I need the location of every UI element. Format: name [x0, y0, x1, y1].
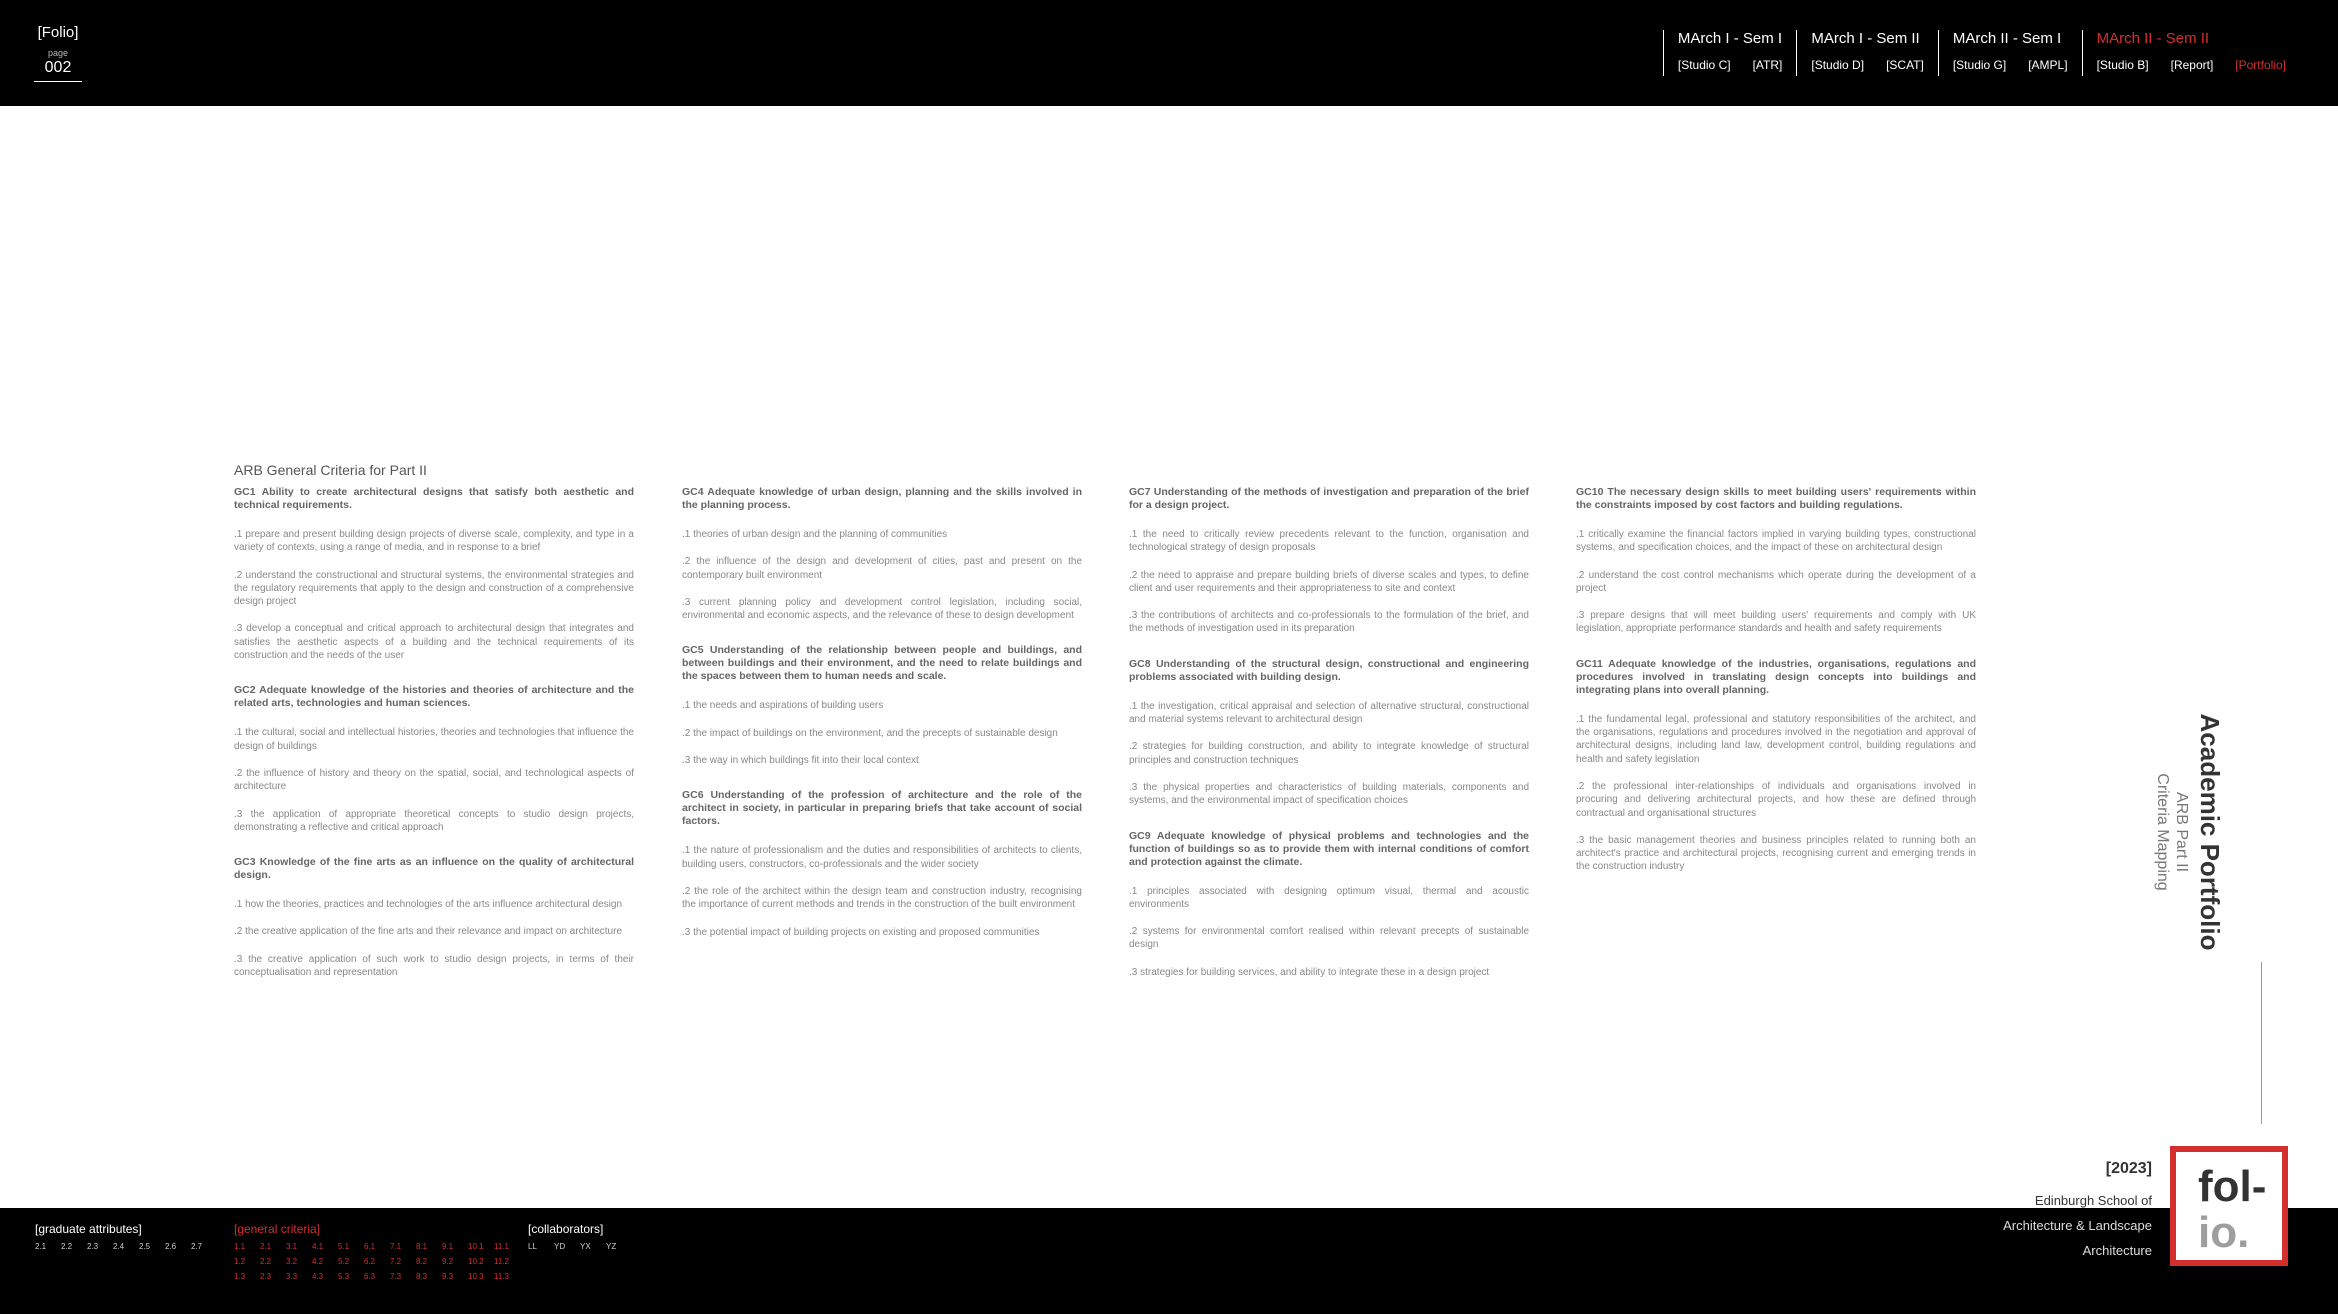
legend-item[interactable]: 7.3: [390, 1272, 402, 1281]
criterion-heading: GC11 Adequate knowledge of the industries, organisations, regulations and procedures involved in translating design concepts into buildings and integrating plans into overall planning.: [1576, 657, 1976, 696]
criterion-item: .3 develop a conceptual and critical approach to architectural design that integrates and satisfies the aesthetic aspects of a building and the technical requirements of its construction and the needs of the user: [234, 623, 634, 662]
legend-item[interactable]: 10.2: [468, 1257, 484, 1266]
nav-group-march2-sem2: [2082, 30, 2300, 76]
nav-link-report[interactable]: [Report]: [2170, 58, 2214, 72]
criterion-item: .3 the creative application of such work to studio design projects, in terms of their conceptualisation and representation: [234, 953, 634, 979]
criterion-heading: GC7 Understanding of the methods of investigation and preparation of the brief for a design project.: [1129, 486, 1529, 511]
nav-group-title[interactable]: MArch II - Sem I: [1952, 30, 2062, 47]
criterion-item: .2 strategies for building construction, and ability to integrate knowledge of structural principles and construction techniques: [1129, 741, 1529, 766]
side-title-block: [2154, 713, 2225, 951]
nav-group-march1-sem2: [1796, 30, 1937, 76]
graduate-attributes-title: [graduate attributes]: [35, 1222, 142, 1236]
criterion-item: .1 the need to critically review precedents relevant to the function, organisation and technological strategy of design proposals: [1129, 529, 1529, 554]
criterion-item: .1 critically examine the financial factors implied in varying building types, constructional systems, and specification choices, and the impact of these on architectural design: [1576, 529, 1976, 554]
page-number: 002: [34, 59, 82, 82]
criterion-item: .1 the fundamental legal, professional and statutory responsibilities of the architect, and the organisations, regulations and procedures involved in the negotiation and approval of architectural designs, including land law, development control, building regulations and health and safety legislation: [1576, 713, 1976, 765]
criterion-gc1: [234, 486, 634, 662]
criterion-item: .2 understand the cost control mechanisms which operate during the development of a project: [1576, 569, 1976, 594]
nav-link-studio-c[interactable]: [Studio C]: [1677, 58, 1731, 72]
legend-item[interactable]: 10.3: [468, 1272, 484, 1281]
logo-text-top: fol-: [2198, 1162, 2267, 1211]
legend-item[interactable]: 4.3: [312, 1272, 324, 1281]
nav-group-title[interactable]: MArch I - Sem II: [1811, 30, 1920, 47]
legend-item[interactable]: 10.1: [468, 1242, 484, 1251]
school-line-2: Architecture & Landscape: [2003, 1218, 2152, 1233]
collaborators-legend: [528, 1222, 632, 1257]
logo-text-bottom: io.: [2198, 1208, 2250, 1257]
nav-group-march1-sem1: [1663, 30, 1796, 76]
criterion-item: .2 the professional inter-relationships of individuals and organisations involved in procuring and delivering architectural projects, and how these are defined through contractual and organisational structures: [1576, 780, 1976, 819]
collaborator-initials: YZ: [606, 1242, 617, 1251]
legend-item[interactable]: 2.1: [35, 1242, 47, 1251]
criterion-item: .1 prepare and present building design projects of diverse scale, complexity, and type in a variety of contexts, using a range of media, and in response to a brief: [234, 529, 634, 554]
criterion-gc6: [682, 789, 1082, 938]
criterion-gc9: [1129, 830, 1529, 979]
legend-item[interactable]: 2.2: [61, 1242, 73, 1251]
criterion-item: .3 the basic management theories and business principles related to running both an architect's practice and architectural projects, recognising current and emerging trends in the construction industry: [1576, 834, 1976, 873]
legend-item[interactable]: 2.4: [113, 1242, 125, 1251]
criterion-item: .3 the physical properties and characteristics of building materials, components and systems, and the environmental impact of specification choices: [1129, 781, 1529, 807]
criterion-heading: GC10 The necessary design skills to meet building users' requirements within the constraints imposed by cost factors and building regulations.: [1576, 486, 1976, 511]
legend-item[interactable]: 7.1: [390, 1242, 402, 1251]
legend-item[interactable]: 8.2: [416, 1257, 428, 1266]
nav-link-atr[interactable]: [ATR]: [1752, 58, 1783, 72]
collaborators-title: [collaborators]: [528, 1222, 604, 1236]
criterion-gc8: [1129, 658, 1529, 808]
nav-group-march2-sem1: [1938, 30, 2082, 76]
criterion-item: .2 the role of the architect within the design team and construction industry, recognising the importance of current methods and trends in the construction of the built environment: [682, 885, 1082, 911]
legend-item[interactable]: 5.3: [338, 1272, 350, 1281]
criterion-item: .2 the creative application of the fine arts and their relevance and impact on architecture: [234, 926, 623, 938]
legend-item[interactable]: 9.2: [442, 1257, 454, 1266]
criteria-column-2: [682, 486, 1082, 961]
criterion-heading: GC6 Understanding of the profession of architecture and the role of the architect in society, in particular in preparing briefs that take account of social factors.: [682, 789, 1082, 828]
criterion-item: .1 theories of urban design and the planning of communities: [682, 529, 948, 540]
criterion-item: .3 the way in which buildings fit into their local context: [682, 755, 919, 767]
criterion-item: .1 principles associated with designing optimum visual, thermal and acoustic environments: [1129, 885, 1529, 910]
nav-group-title[interactable]: MArch I - Sem I: [1677, 30, 1783, 47]
legend-item[interactable]: 11.1: [494, 1242, 509, 1251]
criterion-item: .3 the potential impact of building projects on existing and proposed communities: [682, 926, 1040, 938]
criterion-item: .3 prepare designs that will meet building users' requirements and comply with UK legislation, appropriate performance standards and health and safety requirements: [1576, 610, 1976, 635]
side-title: Academic Portfolio: [2195, 713, 2225, 951]
criterion-item: .3 the contributions of architects and co-professionals to the formulation of the brief, and the methods of investigation used in its preparation: [1129, 610, 1529, 635]
legend-item[interactable]: 9.1: [442, 1242, 454, 1251]
criteria-column-3: [1129, 486, 1529, 1001]
criterion-heading: GC1 Ability to create architectural designs that satisfy both aesthetic and technical requirements.: [234, 486, 634, 511]
criterion-item: .3 strategies for building services, and ability to integrate these in a design project: [1129, 966, 1490, 978]
school-line-3: Architecture: [2082, 1243, 2152, 1258]
criterion-item: .2 the need to appraise and prepare building briefs of diverse scales and types, to define client and user requirements and their appropriateness to site and context: [1129, 569, 1529, 594]
legend-item[interactable]: 1.2: [234, 1257, 246, 1266]
folio-logo: [2170, 1146, 2288, 1266]
section-title: ARB General Criteria for Part II: [234, 462, 427, 478]
legend-item[interactable]: 4.2: [312, 1257, 324, 1266]
legend-item[interactable]: 2.1: [260, 1242, 272, 1251]
year-label: [2023]: [2105, 1160, 2152, 1177]
legend-item[interactable]: 6.3: [364, 1272, 376, 1281]
criterion-heading: GC3 Knowledge of the fine arts as an influence on the quality of architectural design.: [234, 856, 634, 882]
side-subtitle-line-1: ARB Part II: [2173, 791, 2190, 873]
criterion-heading: GC4 Adequate knowledge of urban design, planning and the skills involved in the planning process.: [682, 486, 1082, 511]
legend-item[interactable]: 2.6: [165, 1242, 177, 1251]
legend-item[interactable]: 2.5: [139, 1242, 151, 1251]
legend-item[interactable]: 2.3: [87, 1242, 99, 1251]
criterion-item: .2 systems for environmental comfort realised within relevant precepts of sustainable design: [1129, 926, 1529, 951]
criterion-item: .2 the influence of the design and development of cities, past and present on the contemporary built environment: [682, 556, 1082, 581]
criterion-gc4: [682, 486, 1082, 622]
legend-item[interactable]: 5.1: [338, 1242, 350, 1251]
criterion-item: .3 the application of appropriate theoretical concepts to studio design projects, demonstrating a reflective and critical approach: [234, 808, 634, 833]
criterion-item: .2 understand the constructional and structural systems, the environmental strategies and the regulatory requirements that apply to the design and construction of a comprehensive design project: [234, 569, 634, 608]
legend-item[interactable]: 11.2: [494, 1257, 509, 1266]
legend-item[interactable]: 6.1: [364, 1242, 376, 1251]
legend-item[interactable]: 1.1: [234, 1242, 246, 1251]
school-line-1: Edinburgh School of: [2034, 1193, 2152, 1208]
criteria-column-4: [1576, 486, 1976, 896]
top-bar: [0, 0, 2338, 106]
criterion-gc3: [234, 856, 634, 979]
collaborator-initials: YX: [580, 1242, 591, 1251]
nav-link-portfolio[interactable]: [Portfolio]: [2235, 58, 2286, 72]
semester-nav: [1663, 30, 2300, 76]
legend-item[interactable]: 2.3: [260, 1272, 272, 1281]
side-divider: [2261, 962, 2262, 1124]
criterion-heading: GC5 Understanding of the relationship between people and buildings, and between buildings and their environment, and the need to relate buildings and the spaces between them to human needs and scale.: [682, 644, 1082, 683]
criterion-item: .1 the cultural, social and intellectual histories, theories and technologies that influence the design of buildings: [234, 727, 634, 752]
criterion-gc2: [234, 684, 634, 834]
criterion-gc7: [1129, 486, 1529, 636]
legend-item[interactable]: 11.3: [494, 1272, 509, 1281]
general-criteria-title: [general criteria]: [234, 1222, 321, 1236]
criterion-item: .3 current planning policy and development control legislation, including social, environmental and economic aspects, and the relevance of these to design development: [682, 596, 1082, 622]
legend-item[interactable]: 2.2: [260, 1257, 272, 1266]
criteria-column-1: [234, 486, 634, 1001]
legend-item[interactable]: 1.3: [234, 1272, 246, 1281]
legend-item[interactable]: 7.2: [390, 1257, 402, 1266]
nav-link-studio-g[interactable]: [Studio G]: [1952, 58, 2007, 72]
criterion-gc5: [682, 644, 1082, 767]
criterion-item: .2 the impact of buildings on the environment, and the precepts of sustainable design: [682, 727, 1058, 739]
collaborator-initials: YD: [554, 1242, 566, 1251]
criterion-gc10: [1576, 486, 1976, 636]
legend-item[interactable]: 8.1: [416, 1242, 428, 1251]
collaborator-initials: LL: [528, 1242, 537, 1251]
side-subtitle: [2153, 632, 2191, 1032]
legend-item[interactable]: 3.3: [286, 1272, 298, 1281]
criterion-item: .1 the nature of professionalism and the duties and responsibilities of architects to clients, building users, constructors, co-professionals and the wider society: [682, 845, 1082, 870]
general-criteria-legend: [234, 1222, 520, 1287]
legend-item[interactable]: 3.2: [286, 1257, 298, 1266]
criterion-heading: GC2 Adequate knowledge of the histories and theories of architecture and the related arts, technologies and human sciences.: [234, 684, 634, 710]
folio-page-indicator: [34, 24, 82, 82]
criterion-item: .1 the investigation, critical appraisal and selection of alternative structural, constructional and material systems relevant to architectural design: [1129, 700, 1529, 726]
legend-item[interactable]: 8.3: [416, 1272, 428, 1281]
nav-link-studio-b[interactable]: [Studio B]: [2096, 58, 2149, 72]
legend-item[interactable]: 3.1: [286, 1242, 298, 1251]
legend-item[interactable]: 5.2: [338, 1257, 350, 1266]
side-subtitle-line-2: Criteria Mapping: [2154, 773, 2171, 891]
criterion-item: .1 how the theories, practices and technologies of the arts influence architectural design: [234, 899, 623, 911]
criterion-gc11: [1576, 658, 1976, 874]
graduate-attributes-legend: [35, 1222, 217, 1257]
criterion-item: .2 the influence of history and theory on the spatial, social, and technological aspects of architecture: [234, 767, 634, 793]
legend-item[interactable]: 9.3: [442, 1272, 454, 1281]
legend-item[interactable]: 4.1: [312, 1242, 324, 1251]
criterion-heading: GC9 Adequate knowledge of physical problems and technologies and the function of buildings so as to provide them with internal conditions of comfort and protection against the climate.: [1129, 829, 1529, 868]
criterion-heading: GC8 Understanding of the structural design, constructional and engineering problems associated with building design.: [1129, 657, 1529, 683]
legend-item[interactable]: 6.2: [364, 1257, 376, 1266]
school-name: [2003, 1188, 2152, 1263]
nav-group-title[interactable]: MArch II - Sem II: [2096, 30, 2210, 47]
criterion-item: .1 the needs and aspirations of building users: [682, 700, 884, 712]
nav-link-ampl[interactable]: [AMPL]: [2028, 58, 2068, 72]
nav-link-scat[interactable]: [SCAT]: [1886, 58, 1924, 72]
legend-item[interactable]: 2.7: [191, 1242, 203, 1251]
folio-label: [Folio]: [37, 24, 79, 41]
bottom-bar: [0, 1208, 2338, 1314]
page-label: page: [47, 48, 69, 58]
nav-link-studio-d[interactable]: [Studio D]: [1811, 58, 1865, 72]
